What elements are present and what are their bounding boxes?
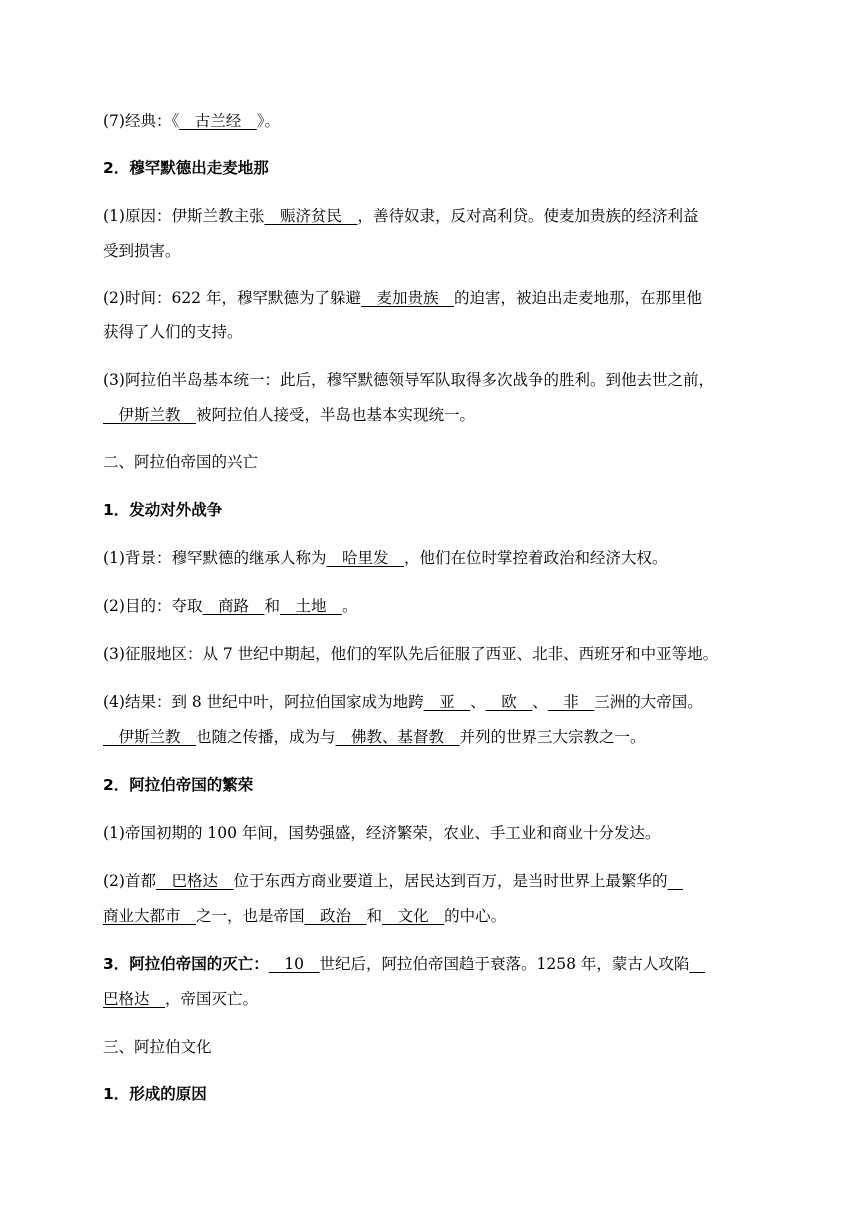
text: 、 xyxy=(470,693,486,711)
reason-line xyxy=(103,205,699,227)
text: 之一，也是帝国 xyxy=(196,907,305,925)
answer-blank: __政治__ xyxy=(304,907,367,925)
answer-blank: __古兰经__ xyxy=(179,112,257,130)
text: ，帝国灭亡。 xyxy=(165,990,259,1008)
section-heading: 二、阿拉伯帝国的兴亡 xyxy=(103,453,259,471)
text: 》。 xyxy=(256,112,280,130)
result-line-cont xyxy=(103,726,646,748)
unification-line: (3)阿拉伯半岛基本统一：此后，穆罕默德领导军队取得多次战争的胜利。到他去世之前， xyxy=(103,371,714,389)
answer-blank: __哈里发__ xyxy=(326,549,404,567)
answer-blank: __土地__ xyxy=(280,597,343,615)
text: ，他们在位时掌控着政治和经济大权。 xyxy=(403,549,668,567)
text: 的迫害，被迫出走麦地那，在那里他 xyxy=(453,289,702,307)
text: (2)时间：622 年，穆罕默德为了躲避 xyxy=(103,289,361,307)
text: 被阿拉伯人接受，半岛也基本实现统一。 xyxy=(196,406,476,424)
answer-blank: __巴格达__ xyxy=(155,872,234,890)
text: (2)首都 xyxy=(103,872,156,890)
answer-blank: __ xyxy=(667,872,683,890)
text: (7)经典：《 xyxy=(103,112,180,130)
text: (1)背景：穆罕默德的继承人称为 xyxy=(103,549,327,567)
decline-line xyxy=(103,953,705,975)
text: (4)结果：到 8 世纪中叶，阿拉伯国家成为地跨 xyxy=(103,693,424,711)
subsection-heading: 2．阿拉伯帝国的繁荣 xyxy=(103,776,254,794)
text: (2)目的：夺取 xyxy=(103,597,203,615)
text: 的中心。 xyxy=(444,907,507,925)
time-line xyxy=(103,287,702,309)
answer-blank: 巴格达__ xyxy=(103,990,166,1008)
prosperity-line: (1)帝国初期的 100 年间，国势强盛，经济繁荣，农业、手工业和商业十分发达。 xyxy=(103,824,661,842)
text: ，善待奴隶，反对高利贷。使麦加贵族的经济利益 xyxy=(357,207,699,225)
decline-line-cont xyxy=(103,988,258,1010)
subsection-heading: 2．穆罕默德出走麦地那 xyxy=(103,159,269,177)
conquest-line: (3)征服地区：从 7 世纪中期起，他们的军队先后征服了西亚、北非、西班牙和中亚等地。 xyxy=(103,645,719,663)
classic-line xyxy=(103,110,280,132)
text: 。 xyxy=(342,597,358,615)
answer-blank: __商路__ xyxy=(202,597,265,615)
text: 并列的世界三大宗教之一。 xyxy=(459,728,646,746)
text: 也随之传播，成为与 xyxy=(196,728,336,746)
decline-heading: 3．阿拉伯帝国的灭亡： xyxy=(103,955,269,973)
background-line xyxy=(103,547,668,569)
time-line-cont: 获得了人们的支持。 xyxy=(103,323,243,341)
reason-line-cont: 受到损害。 xyxy=(103,242,181,260)
subsection-heading: 1．发动对外战争 xyxy=(103,501,223,519)
answer-blank: __亚__ xyxy=(423,693,471,711)
answer-blank: 商业大都市__ xyxy=(103,907,197,925)
answer-blank: __伊斯兰教__ xyxy=(103,406,197,424)
answer-blank: __麦加贵族__ xyxy=(360,289,454,307)
capital-line xyxy=(103,870,683,892)
purpose-line xyxy=(103,595,358,617)
text: 位于东西方商业要道上，居民达到百万，是当时世界上最繁华的 xyxy=(233,872,668,890)
answer-blank: __ xyxy=(689,955,705,973)
answer-blank: __伊斯兰教__ xyxy=(103,728,197,746)
capital-line-cont xyxy=(103,905,506,927)
text: 世纪后，阿拉伯帝国趋于衰落。1258 年，蒙古人攻陷 xyxy=(319,955,690,973)
text: 和 xyxy=(264,597,280,615)
answer-blank: __欧__ xyxy=(485,693,533,711)
answer-blank: __赈济贫民__ xyxy=(264,207,358,225)
section-heading: 三、阿拉伯文化 xyxy=(103,1038,212,1056)
text: (1)原因：伊斯兰教主张 xyxy=(103,207,265,225)
unification-line-cont xyxy=(103,404,475,426)
answer-blank: __10__ xyxy=(268,955,320,973)
text: 三洲的大帝国。 xyxy=(594,693,703,711)
answer-blank: __佛教、基督教__ xyxy=(335,728,460,746)
subsection-heading: 1．形成的原因 xyxy=(103,1085,207,1103)
answer-blank: __文化__ xyxy=(382,907,445,925)
answer-blank: __非__ xyxy=(547,693,595,711)
result-line xyxy=(103,691,703,713)
text: 和 xyxy=(366,907,383,925)
text: 、 xyxy=(532,693,548,711)
